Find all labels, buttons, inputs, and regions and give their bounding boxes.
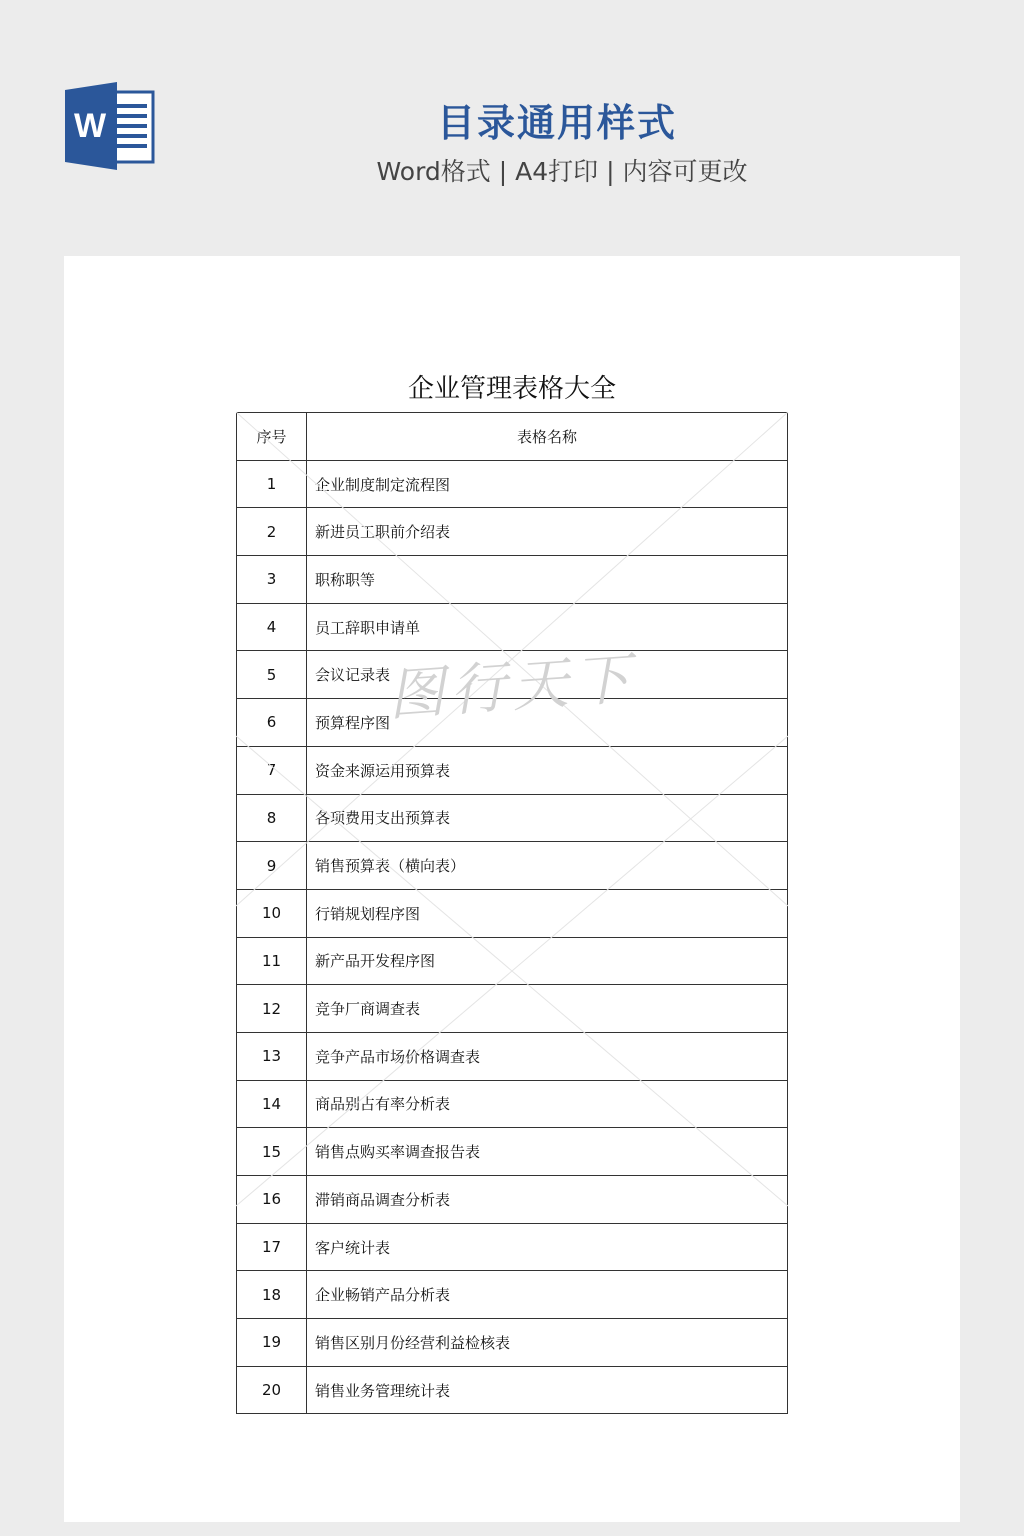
row-name: 客户统计表 bbox=[307, 1223, 788, 1271]
table-body bbox=[237, 460, 788, 1414]
table-row bbox=[237, 603, 788, 651]
row-number: 17 bbox=[237, 1223, 307, 1271]
document-title: 企业管理表格大全 bbox=[407, 374, 616, 404]
page-subtitle: Word格式 | A4打印 | 内容可更改 bbox=[376, 157, 748, 186]
table-row bbox=[237, 794, 788, 842]
row-name: 新产品开发程序图 bbox=[307, 937, 788, 985]
row-number: 14 bbox=[237, 1080, 307, 1128]
row-number: 8 bbox=[237, 794, 307, 842]
toc-table bbox=[236, 412, 788, 1414]
table-row bbox=[237, 1271, 788, 1319]
table-row bbox=[237, 1223, 788, 1271]
row-name: 企业制度制定流程图 bbox=[307, 460, 788, 508]
row-name: 预算程序图 bbox=[307, 699, 788, 747]
row-number: 1 bbox=[237, 460, 307, 508]
row-number: 11 bbox=[237, 937, 307, 985]
table-row bbox=[237, 508, 788, 556]
row-number: 3 bbox=[237, 556, 307, 604]
table-row bbox=[237, 1319, 788, 1367]
row-name: 资金来源运用预算表 bbox=[307, 746, 788, 794]
row-number: 18 bbox=[237, 1271, 307, 1319]
column-header-number: 序号 bbox=[237, 413, 307, 461]
table-row bbox=[237, 1176, 788, 1224]
row-number: 6 bbox=[237, 699, 307, 747]
table-row bbox=[237, 1080, 788, 1128]
row-name: 员工辞职申请单 bbox=[307, 603, 788, 651]
row-name: 新进员工职前介绍表 bbox=[307, 508, 788, 556]
column-header-name: 表格名称 bbox=[307, 413, 788, 461]
row-name: 竞争厂商调查表 bbox=[307, 985, 788, 1033]
table-row bbox=[237, 651, 788, 699]
table-row bbox=[237, 842, 788, 890]
row-number: 15 bbox=[237, 1128, 307, 1176]
row-number: 12 bbox=[237, 985, 307, 1033]
row-number: 19 bbox=[237, 1319, 307, 1367]
document-page bbox=[64, 256, 960, 1522]
svg-text:W: W bbox=[73, 107, 107, 145]
row-name: 行销规划程序图 bbox=[307, 889, 788, 937]
row-number: 2 bbox=[237, 508, 307, 556]
row-name: 销售点购买率调查报告表 bbox=[307, 1128, 788, 1176]
row-number: 4 bbox=[237, 603, 307, 651]
page-title: 目录通用样式 bbox=[436, 101, 677, 145]
table-row bbox=[237, 460, 788, 508]
table-row bbox=[237, 699, 788, 747]
table-row bbox=[237, 556, 788, 604]
table-row bbox=[237, 985, 788, 1033]
row-name: 滞销商品调查分析表 bbox=[307, 1176, 788, 1224]
table-row bbox=[237, 1032, 788, 1080]
row-name: 会议记录表 bbox=[307, 651, 788, 699]
page-header bbox=[0, 0, 1024, 256]
row-name: 各项费用支出预算表 bbox=[307, 794, 788, 842]
table-row bbox=[237, 1128, 788, 1176]
table-header-row bbox=[237, 413, 788, 461]
watermark-text: 图行天下 bbox=[386, 646, 639, 729]
row-name: 商品别占有率分析表 bbox=[307, 1080, 788, 1128]
row-number: 13 bbox=[237, 1032, 307, 1080]
row-name: 竞争产品市场价格调查表 bbox=[307, 1032, 788, 1080]
row-name: 销售区别月份经营利益检核表 bbox=[307, 1319, 788, 1367]
table-row bbox=[237, 1366, 788, 1414]
row-number: 9 bbox=[237, 842, 307, 890]
row-name: 销售业务管理统计表 bbox=[307, 1366, 788, 1414]
row-name: 企业畅销产品分析表 bbox=[307, 1271, 788, 1319]
table-row bbox=[237, 937, 788, 985]
row-number: 16 bbox=[237, 1176, 307, 1224]
row-name: 销售预算表（横向表） bbox=[307, 842, 788, 890]
row-number: 20 bbox=[237, 1366, 307, 1414]
table-row bbox=[237, 746, 788, 794]
table-row bbox=[237, 889, 788, 937]
row-number: 7 bbox=[237, 746, 307, 794]
row-name: 职称职等 bbox=[307, 556, 788, 604]
row-number: 10 bbox=[237, 889, 307, 937]
row-number: 5 bbox=[237, 651, 307, 699]
